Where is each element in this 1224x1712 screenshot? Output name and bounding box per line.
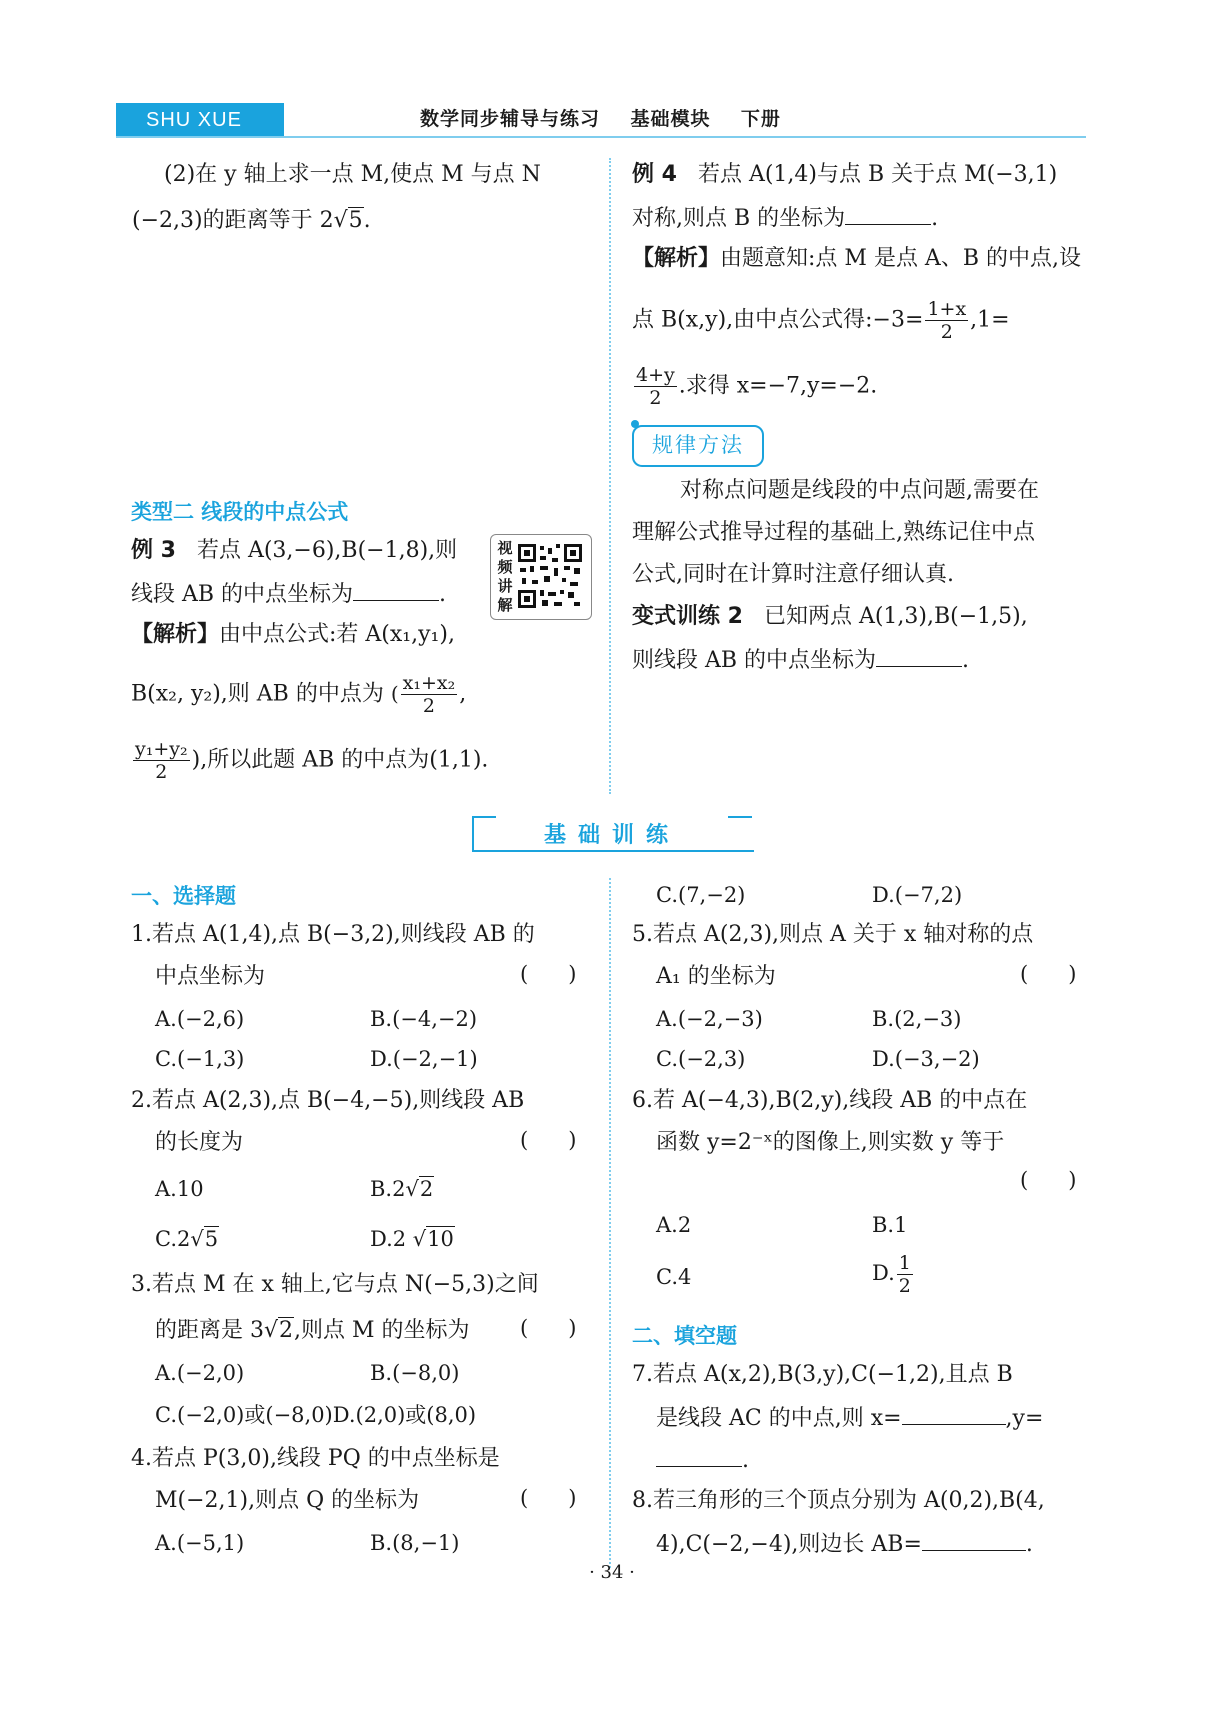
method-line2: 理解公式推导过程的基础上,熟练记住中点: [632, 520, 1035, 545]
example3-line2: 线段 AB 的中点坐标为 .: [131, 578, 446, 610]
q8-line1: 8.若三角形的三个顶点分别为 A(0,2),B(4,: [632, 1488, 1045, 1513]
subject-tab: SHU XUE: [116, 103, 284, 137]
solution4-line3: $\frac{4+y}{2}$ .求得 x=−7,y=−2.: [636, 364, 878, 409]
q7-line3: .: [656, 1444, 749, 1476]
fraction: $\frac{\text{x₁+x₂}}{2}$: [402, 672, 456, 717]
q1-option-b: B.(−4,−2): [370, 1007, 478, 1031]
variant2-line2: 则线段 AB 的中点坐标为 .: [632, 644, 969, 676]
answer-blank: [353, 578, 439, 601]
q6-line1: 6.若 A(−4,3),B(2,y),线段 AB 的中点在: [632, 1088, 1028, 1113]
answer-bracket: ( ): [520, 1128, 577, 1152]
answer-blank: [902, 1402, 1006, 1425]
solution3-line3: $\frac{\text{y₁+y₂}}{2}$ ),所以此题 AB 的中点为(1,1).: [135, 738, 489, 783]
column-divider-bottom: [609, 878, 611, 1568]
q5-option-d: D.(−3,−2): [872, 1047, 980, 1071]
q5-option-c: C.(−2,3): [656, 1047, 746, 1071]
q4-option-d: D.(−7,2): [872, 883, 963, 907]
q7-line1: 7.若点 A(x,2),B(3,y),C(−1,2),且点 B: [632, 1362, 1013, 1387]
type2-heading: 类型二 线段的中点公式: [131, 500, 349, 524]
example4-line2: 对称,则点 B 的坐标为 .: [632, 202, 938, 234]
q7-line2: 是线段 AC 的中点,则 x= ,y=: [656, 1402, 1043, 1434]
q2-line2: (−2,3)的距离等于 2√5.: [132, 208, 371, 233]
q2b-line2: 的长度为: [155, 1130, 244, 1155]
method-label: 规律方法: [632, 425, 764, 467]
answer-blank: [656, 1444, 742, 1467]
solution4-line1: 【解析】由题意知:点 M 是点 A、B 的中点,设: [632, 246, 1081, 271]
q4-line2: M(−2,1),则点 Q 的坐标为: [155, 1488, 420, 1513]
q5-line2: A₁ 的坐标为: [656, 964, 776, 989]
column-divider-top: [609, 158, 611, 794]
method-line3: 公式,同时在计算时注意仔细认真.: [632, 562, 954, 587]
q5-line1: 5.若点 A(2,3),则点 A 关于 x 轴对称的点: [632, 922, 1034, 947]
q1-option-a: A.(−2,6): [155, 1007, 245, 1031]
q3-option-b: B.(−8,0): [370, 1361, 460, 1385]
example3-line1: 例 3 若点 A(3,−6),B(−1,8),则: [131, 538, 458, 563]
section-title: 基础训练: [543, 823, 680, 848]
q6-option-b: B.1: [872, 1213, 908, 1237]
q5-option-b: B.(2,−3): [872, 1007, 962, 1031]
q4-option-b: B.(8,−1): [370, 1531, 460, 1555]
solution3-line1: 【解析】由中点公式:若 A(x₁,y₁),: [131, 622, 455, 647]
q4-option-a: A.(−5,1): [155, 1531, 245, 1555]
solution3-line2: B(x₂, y₂),则 AB 的中点为 ( $\frac{\text{x₁+x₂}}{2}$ ,: [131, 672, 467, 717]
q2b-line1: 2.若点 A(2,3),点 B(−4,−5),则线段 AB: [131, 1088, 525, 1113]
q1-option-d: D.(−2,−1): [370, 1047, 478, 1071]
q6-option-c: C.4: [656, 1265, 692, 1289]
q6-option-d: D. $\frac{1}{2}$: [872, 1252, 911, 1297]
answer-blank: [845, 202, 931, 225]
q2-line1: (2)在 y 轴上求一点 M,使点 M 与点 N: [164, 162, 541, 187]
answer-blank: [922, 1528, 1026, 1551]
answer-blank: [876, 644, 962, 667]
q2-option-d: D.2 √10: [370, 1227, 454, 1251]
answer-bracket: ( ): [520, 962, 577, 986]
answer-bracket: ( ): [520, 1316, 577, 1340]
fraction: $\frac{1+x}{2}$: [927, 298, 967, 343]
sqrt-symbol: √: [333, 208, 348, 233]
q4-option-c: C.(7,−2): [656, 883, 746, 907]
variant2-line1: 变式训练 2 已知两点 A(1,3),B(−1,5),: [632, 604, 1028, 629]
answer-bracket: ( ): [1020, 1168, 1077, 1192]
book-title: 数学同步辅导与练习 基础模块 下册: [420, 108, 781, 130]
qr-code-icon[interactable]: [518, 544, 582, 608]
q3-option-cd: C.(−2,0)或(−8,0)D.(2,0)或(8,0): [155, 1403, 477, 1427]
q1-line1: 1.若点 A(1,4),点 B(−3,2),则线段 AB 的: [131, 922, 535, 947]
fill-heading: 二、填空题: [632, 1324, 737, 1348]
page-number: · 34 ·: [589, 1562, 635, 1583]
fraction: $\frac{1}{2}$: [898, 1252, 911, 1297]
fraction: $\frac{4+y}{2}$: [636, 364, 675, 409]
q1-line2: 中点坐标为: [155, 964, 266, 989]
q3-line2: 的距离是 3√2,则点 M 的坐标为: [155, 1318, 470, 1343]
solution4-line2: 点 B(x,y),由中点公式得:−3= $\frac{1+x}{2}$ ,1=: [632, 298, 1010, 343]
qr-label: 视频讲解: [497, 539, 513, 614]
answer-bracket: ( ): [1020, 962, 1077, 986]
q8-line2: 4),C(−2,−4),则边长 AB= .: [656, 1528, 1033, 1560]
method-line1: 对称点问题是线段的中点问题,需要在: [680, 478, 1039, 503]
header-rule: [116, 136, 1086, 138]
q2-option-b: B.2√2: [370, 1177, 434, 1201]
q3-option-a: A.(−2,0): [155, 1361, 245, 1385]
q1-option-c: C.(−1,3): [155, 1047, 245, 1071]
q6-option-a: A.2: [656, 1213, 692, 1237]
q4-line1: 4.若点 P(3,0),线段 PQ 的中点坐标是: [131, 1446, 500, 1471]
q5-option-a: A.(−2,−3): [656, 1007, 763, 1031]
q6-line2: 函数 y=2⁻ˣ的图像上,则实数 y 等于: [656, 1130, 1005, 1155]
q2-option-c: C.2√5: [155, 1227, 219, 1251]
q2-option-a: A.10: [155, 1177, 204, 1201]
example4-line1: 例 4 若点 A(1,4)与点 B 关于点 M(−3,1): [632, 162, 1058, 187]
q3-line1: 3.若点 M 在 x 轴上,它与点 N(−5,3)之间: [131, 1272, 539, 1297]
choice-heading: 一、选择题: [131, 884, 236, 908]
answer-bracket: ( ): [520, 1486, 577, 1510]
fraction: $\frac{\text{y₁+y₂}}{2}$: [135, 738, 188, 783]
